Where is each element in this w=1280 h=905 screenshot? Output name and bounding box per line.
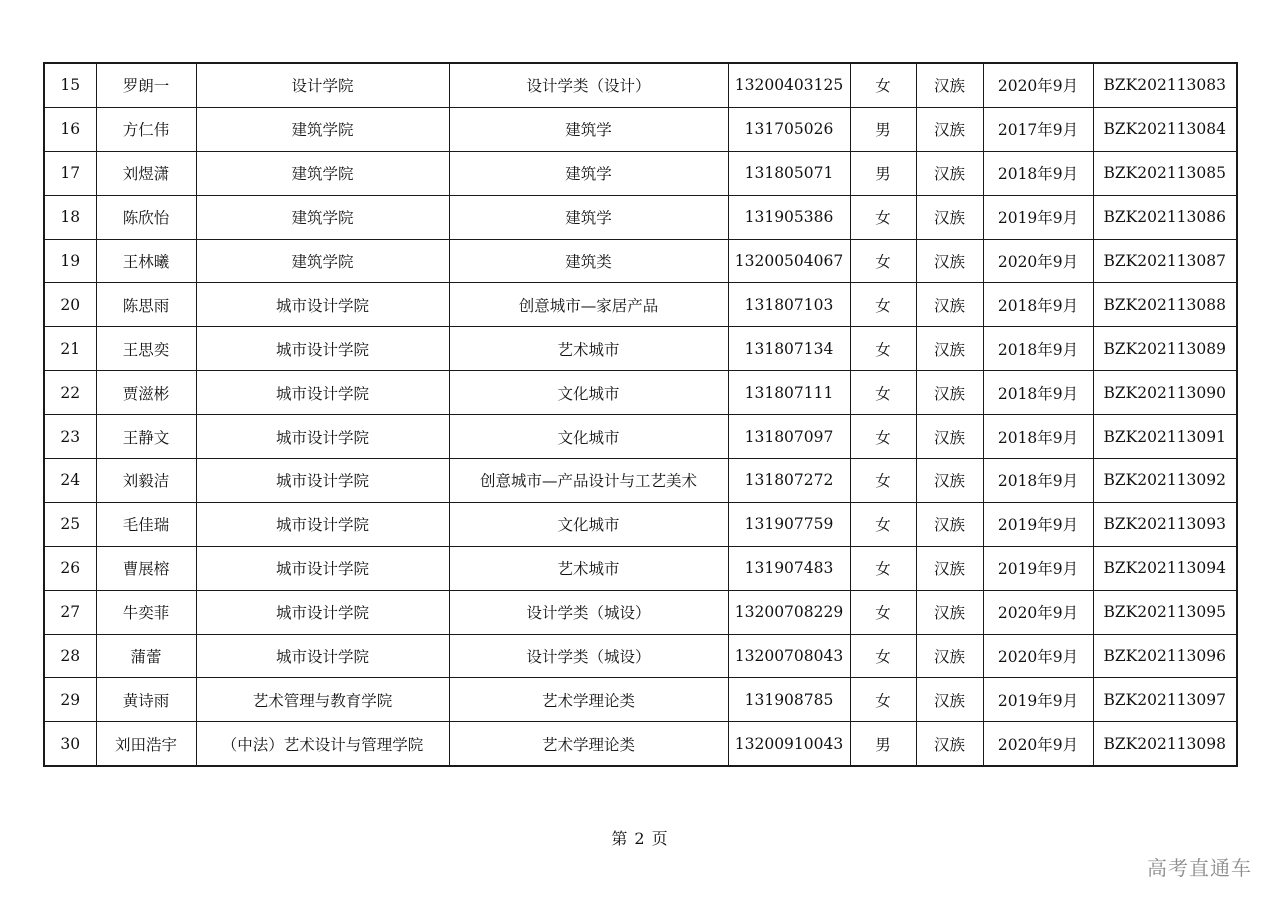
cell-student-id: 131907483 (728, 546, 850, 590)
cell-name: 曹展榕 (96, 546, 196, 590)
cell-major: 艺术学理论类 (449, 722, 728, 766)
cell-college: 城市设计学院 (196, 502, 449, 546)
cell-name: 陈欣怡 (96, 195, 196, 239)
cell-name: 刘田浩宇 (96, 722, 196, 766)
cell-index: 25 (44, 502, 96, 546)
table-row (44, 415, 1237, 459)
page-number: 第 2 页 (611, 829, 669, 848)
cell-enroll-date: 2018年9月 (983, 283, 1093, 327)
cell-ethnicity: 汉族 (916, 546, 983, 590)
cell-name: 王静文 (96, 415, 196, 459)
cell-code: BZK202113085 (1093, 151, 1237, 195)
cell-ethnicity: 汉族 (916, 634, 983, 678)
cell-code: BZK202113086 (1093, 195, 1237, 239)
cell-college: 城市设计学院 (196, 283, 449, 327)
cell-code: BZK202113098 (1093, 722, 1237, 766)
cell-ethnicity: 汉族 (916, 415, 983, 459)
cell-student-id: 131807134 (728, 327, 850, 371)
cell-college: 城市设计学院 (196, 590, 449, 634)
cell-student-id: 13200910043 (728, 722, 850, 766)
cell-ethnicity: 汉族 (916, 590, 983, 634)
table-row (44, 722, 1237, 766)
cell-index: 21 (44, 327, 96, 371)
cell-ethnicity: 汉族 (916, 678, 983, 722)
cell-index: 24 (44, 459, 96, 503)
cell-student-id: 131908785 (728, 678, 850, 722)
cell-college: 设计学院 (196, 63, 449, 107)
cell-major: 艺术城市 (449, 327, 728, 371)
cell-code: BZK202113091 (1093, 415, 1237, 459)
cell-college: 城市设计学院 (196, 546, 449, 590)
cell-ethnicity: 汉族 (916, 459, 983, 503)
cell-index: 22 (44, 371, 96, 415)
cell-name: 方仁伟 (96, 107, 196, 151)
cell-major: 艺术学理论类 (449, 678, 728, 722)
cell-name: 刘煜潇 (96, 151, 196, 195)
cell-code: BZK202113094 (1093, 546, 1237, 590)
cell-student-id: 131805071 (728, 151, 850, 195)
cell-enroll-date: 2018年9月 (983, 327, 1093, 371)
table-row (44, 107, 1237, 151)
table-row (44, 327, 1237, 371)
cell-gender: 女 (850, 678, 916, 722)
table-row (44, 678, 1237, 722)
cell-major: 设计学类（城设） (449, 634, 728, 678)
cell-college: 建筑学院 (196, 195, 449, 239)
cell-major: 艺术城市 (449, 546, 728, 590)
cell-gender: 女 (850, 459, 916, 503)
cell-enroll-date: 2020年9月 (983, 634, 1093, 678)
cell-enroll-date: 2017年9月 (983, 107, 1093, 151)
cell-student-id: 131807272 (728, 459, 850, 503)
cell-enroll-date: 2020年9月 (983, 722, 1093, 766)
table-row (44, 590, 1237, 634)
cell-student-id: 13200504067 (728, 239, 850, 283)
cell-gender: 男 (850, 107, 916, 151)
table-row (44, 371, 1237, 415)
cell-code: BZK202113088 (1093, 283, 1237, 327)
cell-major: 建筑学 (449, 151, 728, 195)
cell-enroll-date: 2018年9月 (983, 371, 1093, 415)
cell-name: 刘毅洁 (96, 459, 196, 503)
cell-major: 建筑类 (449, 239, 728, 283)
table-row (44, 546, 1237, 590)
cell-student-id: 131905386 (728, 195, 850, 239)
cell-index: 23 (44, 415, 96, 459)
cell-name: 黄诗雨 (96, 678, 196, 722)
cell-index: 20 (44, 283, 96, 327)
cell-gender: 男 (850, 722, 916, 766)
cell-gender: 女 (850, 634, 916, 678)
cell-gender: 女 (850, 590, 916, 634)
cell-ethnicity: 汉族 (916, 283, 983, 327)
cell-major: 文化城市 (449, 502, 728, 546)
cell-college: 建筑学院 (196, 151, 449, 195)
cell-college: 艺术管理与教育学院 (196, 678, 449, 722)
cell-college: 城市设计学院 (196, 415, 449, 459)
cell-enroll-date: 2020年9月 (983, 63, 1093, 107)
cell-code: BZK202113083 (1093, 63, 1237, 107)
cell-gender: 女 (850, 327, 916, 371)
cell-college: 建筑学院 (196, 107, 449, 151)
cell-code: BZK202113089 (1093, 327, 1237, 371)
cell-index: 28 (44, 634, 96, 678)
cell-index: 26 (44, 546, 96, 590)
cell-major: 设计学类（城设） (449, 590, 728, 634)
cell-ethnicity: 汉族 (916, 107, 983, 151)
cell-ethnicity: 汉族 (916, 63, 983, 107)
cell-index: 15 (44, 63, 96, 107)
cell-gender: 女 (850, 415, 916, 459)
cell-enroll-date: 2018年9月 (983, 151, 1093, 195)
cell-ethnicity: 汉族 (916, 195, 983, 239)
cell-enroll-date: 2019年9月 (983, 195, 1093, 239)
cell-gender: 女 (850, 502, 916, 546)
cell-enroll-date: 2020年9月 (983, 239, 1093, 283)
cell-name: 王林曦 (96, 239, 196, 283)
cell-name: 毛佳瑞 (96, 502, 196, 546)
cell-enroll-date: 2020年9月 (983, 590, 1093, 634)
cell-major: 文化城市 (449, 371, 728, 415)
table-row (44, 151, 1237, 195)
cell-name: 牛奕菲 (96, 590, 196, 634)
table-row (44, 63, 1237, 107)
cell-ethnicity: 汉族 (916, 327, 983, 371)
cell-code: BZK202113093 (1093, 502, 1237, 546)
cell-name: 陈思雨 (96, 283, 196, 327)
cell-student-id: 131705026 (728, 107, 850, 151)
cell-student-id: 131907759 (728, 502, 850, 546)
cell-major: 创意城市—产品设计与工艺美术 (449, 459, 728, 503)
cell-gender: 女 (850, 195, 916, 239)
cell-major: 建筑学 (449, 107, 728, 151)
cell-code: BZK202113087 (1093, 239, 1237, 283)
cell-enroll-date: 2019年9月 (983, 678, 1093, 722)
cell-code: BZK202113097 (1093, 678, 1237, 722)
cell-index: 17 (44, 151, 96, 195)
cell-code: BZK202113096 (1093, 634, 1237, 678)
cell-name: 贾滋彬 (96, 371, 196, 415)
cell-college: 城市设计学院 (196, 327, 449, 371)
cell-index: 29 (44, 678, 96, 722)
cell-college: 城市设计学院 (196, 459, 449, 503)
cell-code: BZK202113092 (1093, 459, 1237, 503)
cell-student-id: 13200403125 (728, 63, 850, 107)
cell-enroll-date: 2018年9月 (983, 459, 1093, 503)
table-row (44, 239, 1237, 283)
cell-student-id: 131807097 (728, 415, 850, 459)
cell-gender: 女 (850, 63, 916, 107)
cell-gender: 女 (850, 239, 916, 283)
cell-name: 王思奕 (96, 327, 196, 371)
roster-body (44, 63, 1237, 766)
cell-major: 设计学类（设计） (449, 63, 728, 107)
cell-gender: 男 (850, 151, 916, 195)
cell-college: 城市设计学院 (196, 371, 449, 415)
cell-gender: 女 (850, 283, 916, 327)
cell-code: BZK202113090 (1093, 371, 1237, 415)
cell-index: 27 (44, 590, 96, 634)
cell-ethnicity: 汉族 (916, 239, 983, 283)
cell-ethnicity: 汉族 (916, 371, 983, 415)
cell-code: BZK202113095 (1093, 590, 1237, 634)
cell-code: BZK202113084 (1093, 107, 1237, 151)
cell-major: 建筑学 (449, 195, 728, 239)
table-row (44, 634, 1237, 678)
cell-student-id: 131807103 (728, 283, 850, 327)
cell-college: （中法）艺术设计与管理学院 (196, 722, 449, 766)
cell-gender: 女 (850, 371, 916, 415)
watermark-text: 高考直通车 (1147, 856, 1252, 880)
cell-student-id: 13200708229 (728, 590, 850, 634)
cell-index: 16 (44, 107, 96, 151)
cell-student-id: 131807111 (728, 371, 850, 415)
table-row (44, 502, 1237, 546)
cell-gender: 女 (850, 546, 916, 590)
cell-index: 30 (44, 722, 96, 766)
cell-index: 18 (44, 195, 96, 239)
cell-ethnicity: 汉族 (916, 151, 983, 195)
cell-name: 蒲蕾 (96, 634, 196, 678)
cell-enroll-date: 2018年9月 (983, 415, 1093, 459)
cell-major: 文化城市 (449, 415, 728, 459)
cell-major: 创意城市—家居产品 (449, 283, 728, 327)
cell-student-id: 13200708043 (728, 634, 850, 678)
table-row (44, 195, 1237, 239)
table-row (44, 283, 1237, 327)
cell-name: 罗朗一 (96, 63, 196, 107)
student-roster-table (43, 62, 1238, 767)
cell-index: 19 (44, 239, 96, 283)
table-row (44, 459, 1237, 503)
cell-enroll-date: 2019年9月 (983, 502, 1093, 546)
cell-ethnicity: 汉族 (916, 722, 983, 766)
cell-enroll-date: 2019年9月 (983, 546, 1093, 590)
cell-college: 建筑学院 (196, 239, 449, 283)
cell-college: 城市设计学院 (196, 634, 449, 678)
cell-ethnicity: 汉族 (916, 502, 983, 546)
